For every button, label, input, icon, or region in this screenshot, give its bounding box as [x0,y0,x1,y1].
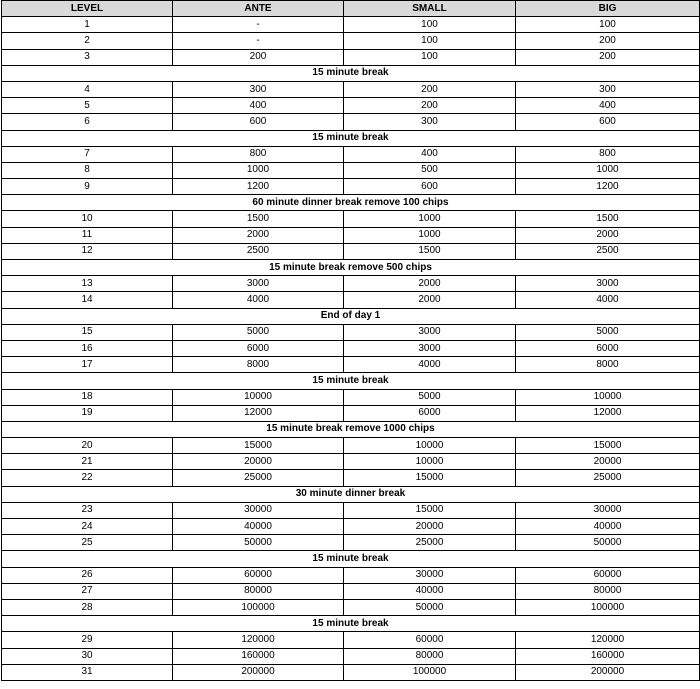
small-cell[interactable]: 2000 [344,276,516,292]
header-ante[interactable]: ANTE [173,1,344,17]
ante-cell[interactable]: 50000 [173,535,344,551]
big-cell[interactable]: 800 [516,146,700,162]
ante-cell[interactable]: 3000 [173,276,344,292]
small-cell[interactable]: 1500 [344,243,516,259]
small-cell[interactable]: 100 [344,49,516,65]
break-label[interactable]: 30 minute dinner break [2,486,700,502]
small-cell[interactable]: 50000 [344,599,516,615]
big-cell[interactable]: 50000 [516,535,700,551]
table-row [2,340,700,356]
level-cell[interactable]: 23 [2,502,173,518]
small-cell[interactable]: 100 [344,17,516,33]
big-cell[interactable]: 160000 [516,648,700,664]
small-cell[interactable]: 3000 [344,324,516,340]
level-cell[interactable]: 28 [2,599,173,615]
table-row [2,33,700,49]
small-cell[interactable]: 3000 [344,340,516,356]
level-cell[interactable]: 22 [2,470,173,486]
ante-cell[interactable]: - [173,17,344,33]
table-row [2,146,700,162]
ante-cell[interactable]: 10000 [173,389,344,405]
ante-cell[interactable]: 400 [173,98,344,114]
ante-cell[interactable]: 6000 [173,340,344,356]
break-label[interactable]: 15 minute break remove 500 chips [2,260,700,276]
break-row [2,308,700,324]
small-cell[interactable]: 25000 [344,535,516,551]
ante-cell[interactable]: 4000 [173,292,344,308]
small-cell[interactable]: 300 [344,114,516,130]
ante-cell[interactable]: 800 [173,146,344,162]
level-cell[interactable]: 13 [2,276,173,292]
table-row [2,648,700,664]
small-cell[interactable]: 4000 [344,357,516,373]
level-cell[interactable]: 1 [2,17,173,33]
header-level[interactable]: LEVEL [2,1,173,17]
table-row [2,438,700,454]
big-cell[interactable]: 3000 [516,276,700,292]
ante-cell[interactable]: 5000 [173,324,344,340]
big-cell[interactable]: 100 [516,17,700,33]
ante-cell[interactable]: 40000 [173,519,344,535]
level-cell[interactable]: 25 [2,535,173,551]
big-cell[interactable]: 400 [516,98,700,114]
ante-cell[interactable]: - [173,33,344,49]
small-cell[interactable]: 5000 [344,389,516,405]
break-label[interactable]: 15 minute break [2,616,700,632]
table-row [2,179,700,195]
break-row [2,373,700,389]
ante-cell[interactable]: 1200 [173,179,344,195]
level-cell[interactable]: 3 [2,49,173,65]
big-cell[interactable]: 2000 [516,227,700,243]
break-label[interactable]: 15 minute break [2,65,700,81]
ante-cell[interactable]: 120000 [173,632,344,648]
header-small[interactable]: SMALL [344,1,516,17]
level-cell[interactable]: 9 [2,179,173,195]
ante-cell[interactable]: 160000 [173,648,344,664]
big-cell[interactable]: 25000 [516,470,700,486]
table-row [2,632,700,648]
big-cell[interactable]: 600 [516,114,700,130]
big-cell[interactable]: 60000 [516,567,700,583]
table-row [2,664,700,680]
level-cell[interactable]: 14 [2,292,173,308]
break-row [2,551,700,567]
table-row [2,405,700,421]
table-row [2,162,700,178]
ante-cell[interactable]: 15000 [173,438,344,454]
level-cell[interactable]: 27 [2,583,173,599]
table-row [2,114,700,130]
break-row [2,616,700,632]
big-cell[interactable]: 20000 [516,454,700,470]
break-label[interactable]: 15 minute break [2,130,700,146]
ante-cell[interactable]: 30000 [173,502,344,518]
small-cell[interactable]: 200 [344,81,516,97]
level-cell[interactable]: 2 [2,33,173,49]
break-row [2,421,700,437]
small-cell[interactable]: 40000 [344,583,516,599]
table-row [2,292,700,308]
blind-structure-table [1,0,700,681]
ante-cell[interactable]: 1000 [173,162,344,178]
break-row [2,195,700,211]
break-row [2,486,700,502]
small-cell[interactable]: 6000 [344,405,516,421]
level-cell[interactable]: 20 [2,438,173,454]
table-row [2,98,700,114]
level-cell[interactable]: 8 [2,162,173,178]
header-row [2,1,700,17]
big-cell[interactable]: 15000 [516,438,700,454]
table-row [2,49,700,65]
big-cell[interactable]: 5000 [516,324,700,340]
level-cell[interactable]: 24 [2,519,173,535]
big-cell[interactable]: 80000 [516,583,700,599]
small-cell[interactable]: 2000 [344,292,516,308]
big-cell[interactable]: 100000 [516,599,700,615]
ante-cell[interactable]: 25000 [173,470,344,486]
big-cell[interactable]: 10000 [516,389,700,405]
level-cell[interactable]: 17 [2,357,173,373]
small-cell[interactable]: 1000 [344,227,516,243]
big-cell[interactable]: 40000 [516,519,700,535]
table-row [2,567,700,583]
small-cell[interactable]: 500 [344,162,516,178]
ante-cell[interactable]: 200000 [173,664,344,680]
small-cell[interactable]: 400 [344,146,516,162]
table-row [2,81,700,97]
big-cell[interactable]: 1000 [516,162,700,178]
table-row [2,519,700,535]
ante-cell[interactable]: 20000 [173,454,344,470]
table-row [2,211,700,227]
table-row [2,389,700,405]
ante-cell[interactable]: 1500 [173,211,344,227]
level-cell[interactable]: 19 [2,405,173,421]
big-cell[interactable]: 8000 [516,357,700,373]
break-row [2,260,700,276]
ante-cell[interactable]: 12000 [173,405,344,421]
big-cell[interactable]: 200000 [516,664,700,680]
ante-cell[interactable]: 2500 [173,243,344,259]
big-cell[interactable]: 12000 [516,405,700,421]
level-cell[interactable]: 26 [2,567,173,583]
level-cell[interactable]: 30 [2,648,173,664]
break-label[interactable]: 60 minute dinner break remove 100 chips [2,195,700,211]
ante-cell[interactable]: 300 [173,81,344,97]
header-big[interactable]: BIG [516,1,700,17]
level-cell[interactable]: 31 [2,664,173,680]
table-row [2,470,700,486]
big-cell[interactable]: 4000 [516,292,700,308]
small-cell[interactable]: 200 [344,98,516,114]
level-cell[interactable]: 4 [2,81,173,97]
small-cell[interactable]: 15000 [344,470,516,486]
ante-cell[interactable]: 8000 [173,357,344,373]
big-cell[interactable]: 1500 [516,211,700,227]
level-cell[interactable]: 21 [2,454,173,470]
big-cell[interactable]: 30000 [516,502,700,518]
table-row [2,454,700,470]
big-cell[interactable]: 300 [516,81,700,97]
level-cell[interactable]: 29 [2,632,173,648]
big-cell[interactable]: 200 [516,33,700,49]
level-cell[interactable]: 11 [2,227,173,243]
table-row [2,535,700,551]
table-row [2,243,700,259]
small-cell[interactable]: 60000 [344,632,516,648]
level-cell[interactable]: 5 [2,98,173,114]
small-cell[interactable]: 20000 [344,519,516,535]
ante-cell[interactable]: 80000 [173,583,344,599]
break-label[interactable]: 15 minute break remove 1000 chips [2,421,700,437]
table-row [2,17,700,33]
break-row [2,130,700,146]
small-cell[interactable]: 30000 [344,567,516,583]
small-cell[interactable]: 10000 [344,454,516,470]
break-label[interactable]: End of day 1 [2,308,700,324]
table-row [2,276,700,292]
table-row [2,324,700,340]
ante-cell[interactable]: 60000 [173,567,344,583]
level-cell[interactable]: 10 [2,211,173,227]
break-row [2,65,700,81]
break-label[interactable]: 15 minute break [2,373,700,389]
table-row [2,599,700,615]
ante-cell[interactable]: 600 [173,114,344,130]
small-cell[interactable]: 80000 [344,648,516,664]
small-cell[interactable]: 100 [344,33,516,49]
ante-cell[interactable]: 100000 [173,599,344,615]
big-cell[interactable]: 1200 [516,179,700,195]
ante-cell[interactable]: 200 [173,49,344,65]
big-cell[interactable]: 120000 [516,632,700,648]
level-cell[interactable]: 7 [2,146,173,162]
table-row [2,357,700,373]
table-row [2,502,700,518]
small-cell[interactable]: 10000 [344,438,516,454]
ante-cell[interactable]: 2000 [173,227,344,243]
big-cell[interactable]: 2500 [516,243,700,259]
small-cell[interactable]: 1000 [344,211,516,227]
big-cell[interactable]: 200 [516,49,700,65]
big-cell[interactable]: 6000 [516,340,700,356]
break-label[interactable]: 15 minute break [2,551,700,567]
small-cell[interactable]: 600 [344,179,516,195]
small-cell[interactable]: 15000 [344,502,516,518]
level-cell[interactable]: 15 [2,324,173,340]
level-cell[interactable]: 6 [2,114,173,130]
level-cell[interactable]: 12 [2,243,173,259]
small-cell[interactable]: 100000 [344,664,516,680]
table-body [2,17,700,681]
table-row [2,227,700,243]
level-cell[interactable]: 18 [2,389,173,405]
level-cell[interactable]: 16 [2,340,173,356]
table-row [2,583,700,599]
